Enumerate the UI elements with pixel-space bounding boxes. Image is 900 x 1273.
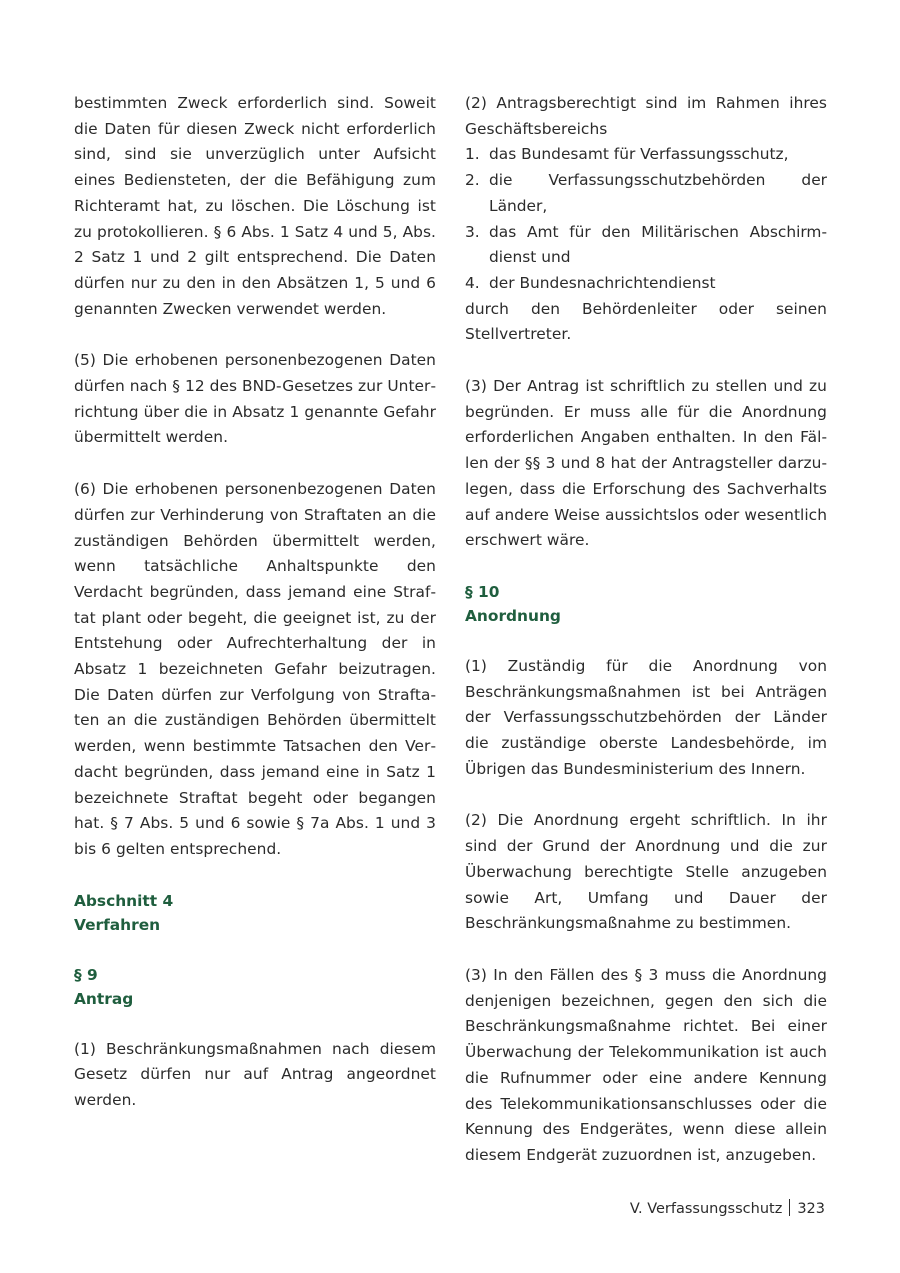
paragraph-9-2 <box>465 91 827 348</box>
paragraph-10-heading <box>465 580 827 628</box>
paragraph-9-1: (1) Beschränkungsmaßnahmen nach diesem Gesetz dürfen nur auf Antrag angeordnet werden. <box>74 1039 436 1110</box>
list-item-number: 2. <box>465 171 480 190</box>
list-item <box>465 220 827 271</box>
section-heading <box>74 889 436 937</box>
list-item <box>465 142 827 168</box>
footer-divider <box>789 1199 790 1216</box>
left-column <box>74 91 436 1140</box>
paragraph-9-label: § 9 <box>74 965 98 984</box>
paragraph-10-title: Anordnung <box>465 606 561 625</box>
list-item-number: 4. <box>465 273 480 292</box>
paragraph-10-3: (3) In den Fällen des § 3 muss die Anordnung denjenigen bezeichnen, gegen den sich die Beschränkungsmaßnahme richtet. Bei einer Überwachung der Telekommunikation ist auch die Rufnummer oder eine andere Kennung des Telekommunikationsanschlusses oder die Kennung des Endgerätes, wenn diese allein diesem Endgerät zuzuordnen ist, anzugeben. <box>465 965 827 1164</box>
page-footer <box>630 1197 825 1221</box>
paragraph-5: (5) Die erhobenen personenbezogenen Daten dürfen nach § 12 des BND-Gesetzes zur Unterrichtung über die in Absatz 1 genannte Gefahr übermittelt werden. <box>74 351 436 447</box>
list-item-text: der Bundesnachrichtendienst <box>489 273 716 292</box>
paragraph-10-label: § 10 <box>465 582 500 601</box>
paragraph-continuation: bestimmten Zweck erforderlich sind. Soweit die Daten für diesen Zweck nicht erforderlich sind, sind sie unverzüglich unter Aufsicht eines Bediensteten, der die Befähigung zum Richteramt hat, zu löschen. Die Löschung ist zu protokollieren. § 6 Abs. 1 Satz 4 und 5, Abs. 2 Satz 1 und 2 gilt entsprechend. Die Daten dürfen nur zu den in den Absätzen 1, 5 und 6 genannten Zwecken verwendet werden. <box>74 94 436 318</box>
list-item-number: 3. <box>465 222 480 241</box>
list-item-text: die Verfassungsschutzbehörden der Länder, <box>489 171 827 215</box>
footer-chapter: V. Verfassungsschutz <box>629 1201 783 1217</box>
page-number: 323 <box>797 1201 825 1217</box>
paragraph-9-3: (3) Der Antrag ist schriftlich zu stellen und zu begründen. Er muss alle für die Anordnung erforderlichen Angaben enthalten. In den Fällen der §§ 3 und 8 hat der Antragsteller darzulegen, dass die Erforschung des Sachverhalts auf andere Weise aussichtslos oder wesentlich erschwert wäre. <box>465 377 827 550</box>
paragraph-9-title: Antrag <box>74 989 134 1008</box>
paragraph-10-1: (1) Zuständig für die Anordnung von Beschränkungsmaßnahmen ist bei Anträgen der Verfassungsschutzbehörden der Länder die zuständige oberste Landesbehörde, im Übrigen das Bundesministerium des Innern. <box>465 656 827 778</box>
paragraph-9-heading <box>74 963 436 1011</box>
paragraph-6: (6) Die erhobenen personenbezogenen Daten dürfen zur Verhinderung von Straftaten an die zuständigen Behörden übermittelt werden, wenn tatsächliche Anhaltspunkte den Verdacht begründen, dass jemand eine Straftat plant oder begeht, die geeignet ist, zu der Entstehung oder Aufrechterhaltung der in Absatz 1 bezeichneten Gefahr beizutragen. Die Daten dürfen zur Verfolgung von Straftaten an die zuständigen Behörden übermittelt werden, wenn bestimmte Tatsachen den Verdacht begründen, dass jemand eine in Satz 1 bezeichnete Straftat begeht oder begangen hat. § 7 Abs. 5 und 6 sowie § 7a Abs. 1 und 3 bis 6 gelten entsprechend. <box>74 480 436 858</box>
list-item-number: 1. <box>465 145 480 164</box>
right-column <box>465 91 827 1195</box>
list-item <box>465 271 827 297</box>
paragraph-9-2-outro: durch den Behördenleiter oder seinen Stellvertreter. <box>465 299 827 344</box>
section-title: Verfahren <box>74 915 161 934</box>
applicant-list <box>465 142 827 296</box>
list-item-text: das Amt für den Militärischen Abschirmdienst und <box>489 222 827 267</box>
list-item-text: das Bundesamt für Verfassungsschutz, <box>489 145 789 164</box>
paragraph-9-2-intro: (2) Antragsberechtigt sind im Rahmen ihres Geschäftsbereichs <box>465 94 827 138</box>
list-item <box>465 168 827 219</box>
section-label: Abschnitt 4 <box>74 891 174 910</box>
paragraph-10-2: (2) Die Anordnung ergeht schriftlich. In ihr sind der Grund der Anordnung und die zur Überwachung berechtigte Stelle anzugeben sowie Art, Umfang und Dauer der Beschränkungsmaßnahme zu bestimmen. <box>465 811 827 933</box>
